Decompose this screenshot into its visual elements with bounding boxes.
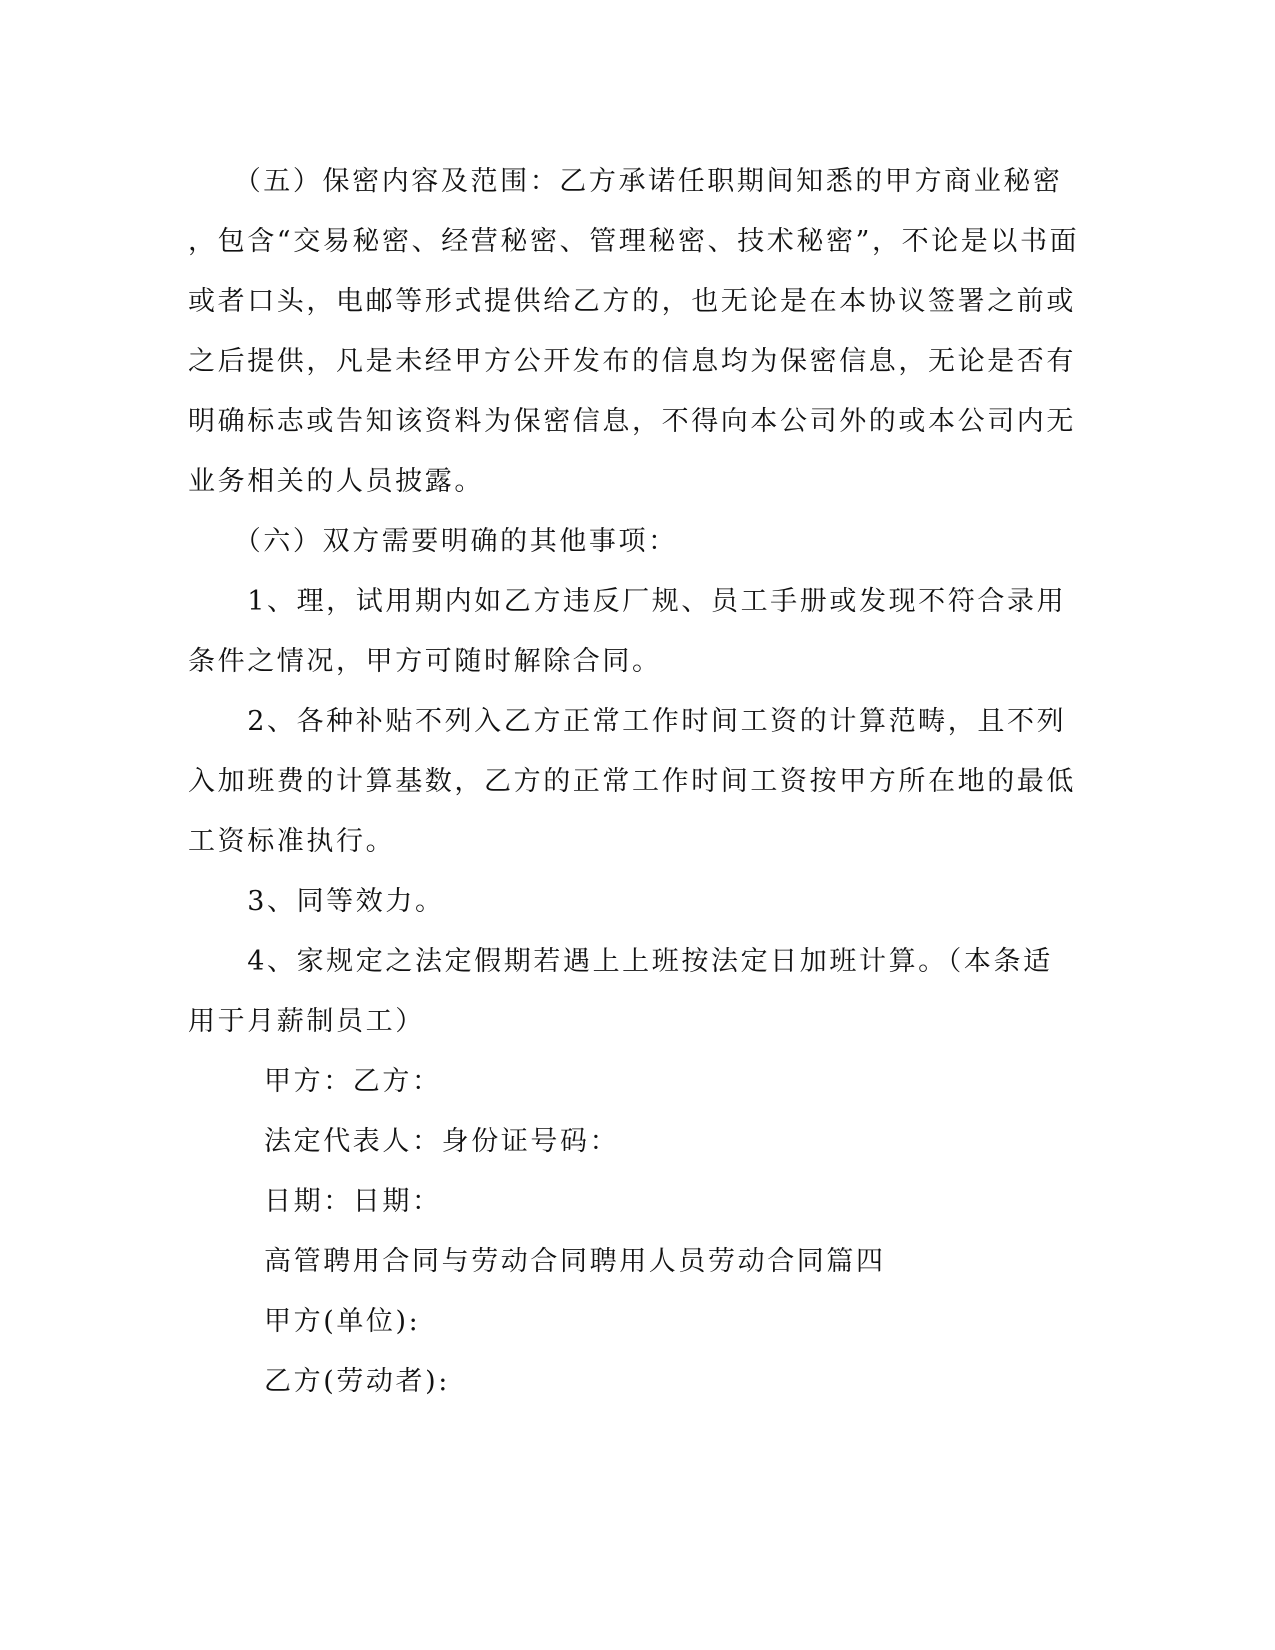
- text-line: 入加班费的计算基数，乙方的正常工作时间工资按甲方所在地的最低: [188, 766, 1076, 797]
- clause-6-heading: [188, 512, 1058, 572]
- item-2: [188, 692, 1076, 872]
- text-line: 3、同等效力。: [188, 886, 445, 917]
- text-line: 业务相关的人员披露。: [188, 466, 484, 497]
- text-line: 明确标志或告知该资料为保密信息，不得向本公司外的或本公司内无: [188, 406, 1076, 437]
- text-line: （六）双方需要明确的其他事项：: [188, 526, 678, 557]
- party-a-label: 甲方(单位):: [264, 1306, 421, 1337]
- text-line: ，包含“交易秘密、经营秘密、管理秘密、技术秘密”，不论是以书面: [188, 226, 1080, 257]
- text-line: 条件之情况，甲方可随时解除合同。: [188, 646, 662, 677]
- text-line: 或者口头，电邮等形式提供给乙方的，也无论是在本协议签署之前或: [188, 286, 1076, 317]
- text-line: 1、理，试用期内如乙方违反厂规、员工手册或发现不符合录用: [188, 586, 1067, 617]
- item-1: [188, 572, 1067, 692]
- signature-parties: 甲方：乙方：: [264, 1066, 442, 1097]
- text-line: 4、家规定之法定假期若遇上上班按法定日加班计算。（本条适: [188, 946, 1053, 977]
- section-heading: 高管聘用合同与劳动合同聘用人员劳动合同篇四: [264, 1246, 886, 1277]
- clause-5-confidentiality: [188, 152, 1080, 512]
- item-4: [188, 932, 1058, 1052]
- text-line: 2、各种补贴不列入乙方正常工作时间工资的计算范畴，且不列: [188, 706, 1067, 737]
- text-line: 工资标准执行。: [188, 826, 396, 857]
- text-line: 之后提供，凡是未经甲方公开发布的信息均为保密信息，无论是否有: [188, 346, 1076, 377]
- signature-date: 日期：日期：: [264, 1186, 442, 1217]
- party-b-label: 乙方(劳动者):: [264, 1366, 450, 1397]
- item-3: [188, 872, 1058, 932]
- text-line: （五）保密内容及范围：乙方承诺任职期间知悉的甲方商业秘密: [188, 166, 1063, 197]
- text-line: 用于月薪制员工）: [188, 1006, 425, 1037]
- signature-representative: 法定代表人：身份证号码：: [264, 1126, 620, 1157]
